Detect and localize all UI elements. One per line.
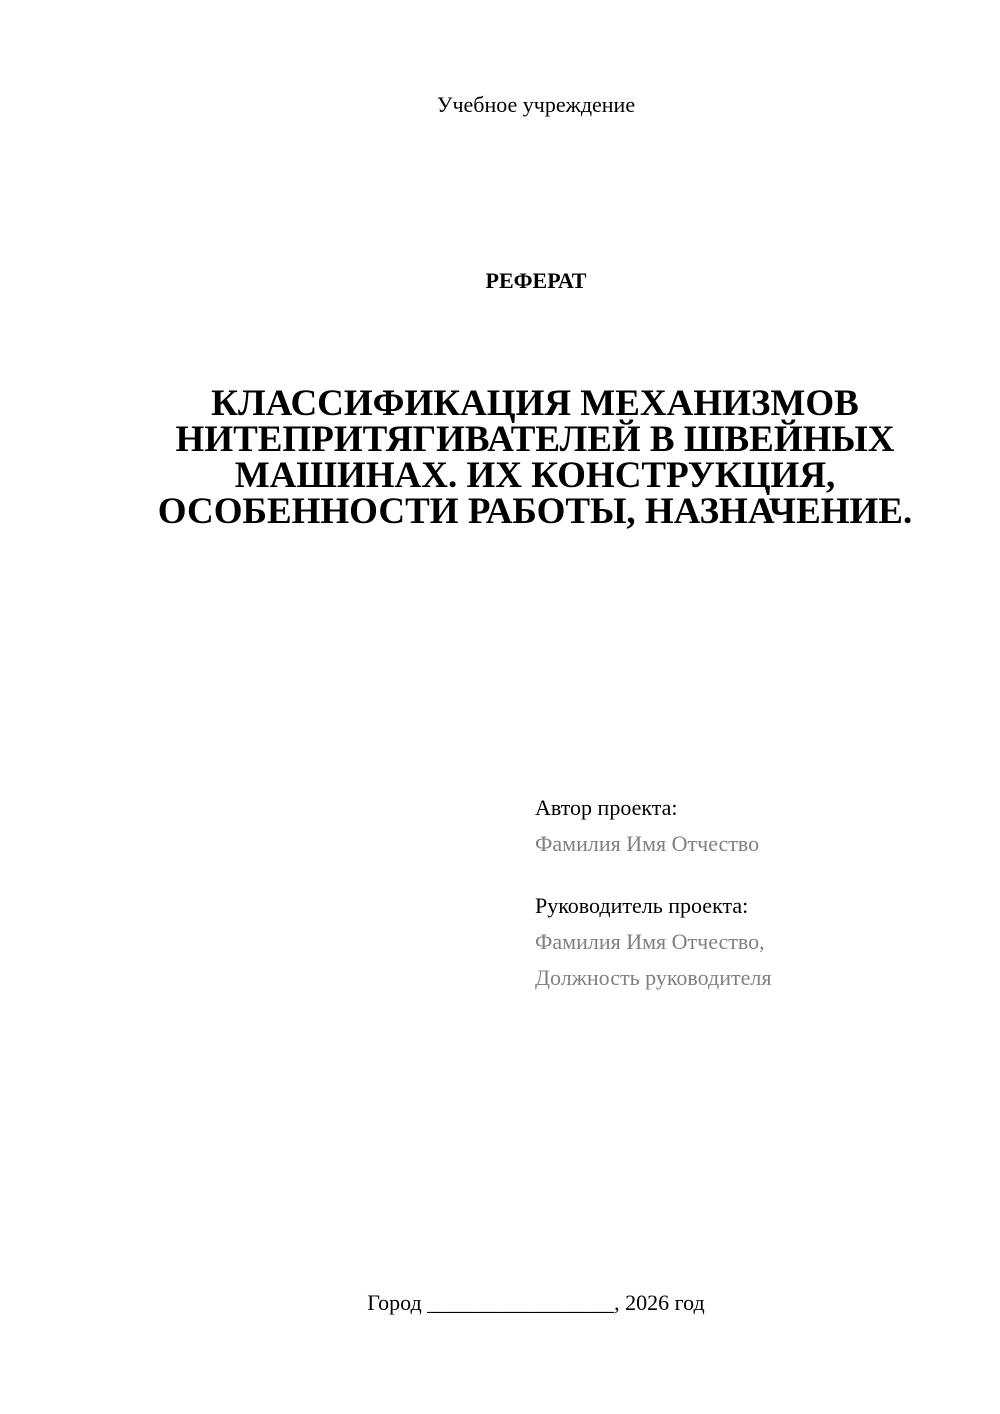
supervisor-label: Руководитель проекта: xyxy=(535,893,749,918)
author-label: Автор проекта: xyxy=(535,795,678,820)
city-year-footer: Город _________________, 2026 год xyxy=(367,1290,705,1315)
document-type: РЕФЕРАТ xyxy=(485,268,587,293)
credits-block xyxy=(535,790,975,1022)
supervisor-block xyxy=(535,888,975,996)
document-title: КЛАССИФИКАЦИЯ МЕХАНИЗМОВ НИТЕПРИТЯГИВАТЕЛЕЙ В ШВЕЙНЫХ МАШИНАХ. ИХ КОНСТРУКЦИЯ, ОСОБЕННОСТИ РАБОТЫ, НАЗНАЧЕНИЕ. xyxy=(157,383,913,532)
supervisor-name: Фамилия Имя Отчество, xyxy=(535,929,765,954)
institution-name: Учебное учреждение xyxy=(436,92,636,117)
supervisor-position: Должность руководителя xyxy=(535,965,772,990)
author-name: Фамилия Имя Отчество xyxy=(535,831,760,856)
author-block xyxy=(535,790,975,862)
